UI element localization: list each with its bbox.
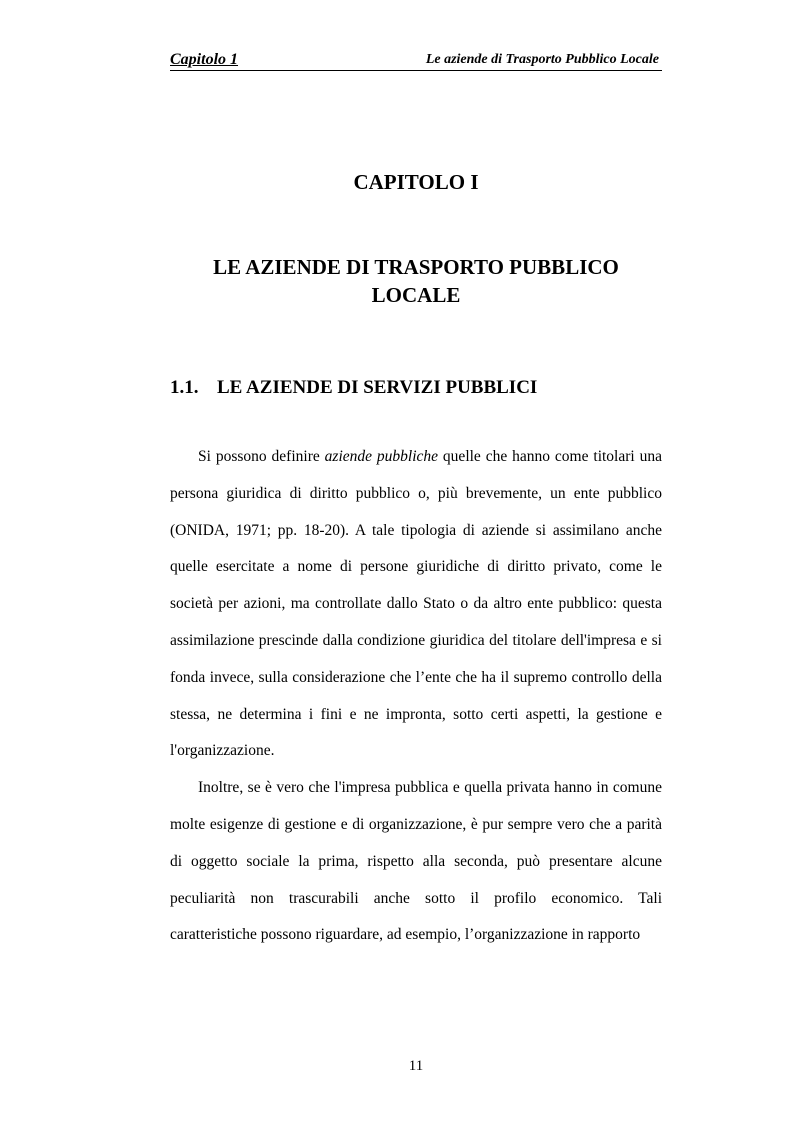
chapter-title: [170, 253, 662, 309]
page-number: 11: [408, 1058, 424, 1074]
paragraph-1-emphasis: aziende pubbliche: [324, 448, 439, 465]
running-header: [170, 50, 662, 71]
chapter-title-line-1: LE AZIENDE DI TRASPORTO PUBBLICO: [213, 255, 619, 279]
paragraph-1-start: Si possono definire: [198, 448, 325, 465]
paragraph-1: [170, 439, 662, 770]
body-text: [170, 439, 662, 954]
section-heading: [170, 377, 537, 399]
header-chapter-label: Capitolo 1: [170, 51, 239, 68]
header-chapter-title: Le aziende di Trasporto Pubblico Locale: [425, 52, 659, 67]
section-number: 1.1.: [170, 377, 199, 398]
chapter-number: CAPITOLO I: [353, 170, 479, 194]
paragraph-2: Inoltre, se è vero che l'impresa pubblica e quella privata hanno in comune molte esigenze di gestione e di organizzazione, è pur sempre vero che a parità di oggetto sociale la prima, rispetto alla seconda, può presentare alcune peculiarità non trascurabili anche sotto il profilo economico. Tali caratteristiche possono riguardare, ad esempio, l’organizzazione in rapporto: [170, 779, 662, 944]
chapter-title-line-2: LOCALE: [371, 283, 461, 307]
paragraph-1-rest: quelle che hanno come titolari una persona giuridica di diritto pubblico o, più brevemente, un ente pubblico (ONIDA, 1971; pp. 18-20). A tale tipologia di aziende si assimilano anche quelle esercitate a nome di persone giuridiche di diritto privato, come le società per azioni, ma controllate dallo Stato o da altro ente pubblico: questa assimilazione prescinde dalla condizione giuridica del titolare dell'impresa e si fonda invece, sulla considerazione che l’ente che ha il supremo controllo della stessa, ne determina i fini e ne impronta, sotto certi aspetti, la gestione e l'organizzazione.: [170, 448, 662, 760]
section-title: LE AZIENDE DI SERVIZI PUBBLICI: [217, 377, 538, 398]
